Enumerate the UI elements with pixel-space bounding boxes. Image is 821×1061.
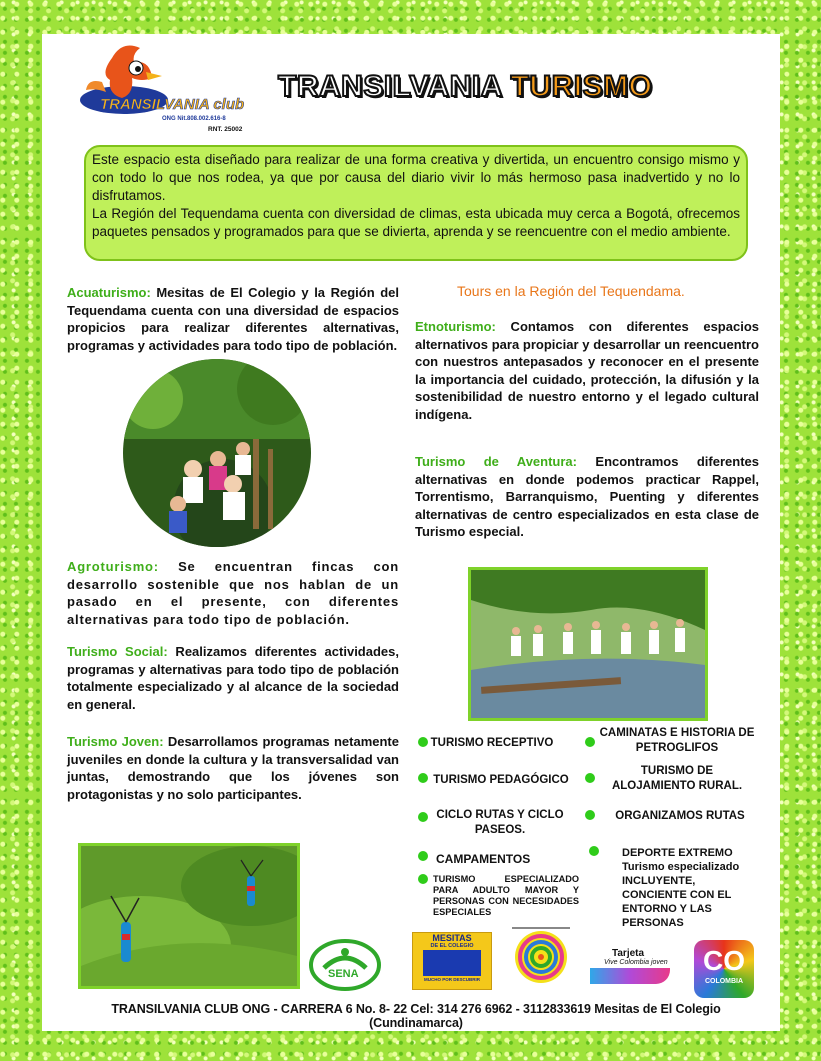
tarjeta-subtitle: Vive Colombia joven [604,959,668,966]
aventura-text: Encontramos diferentes alternativas en donde podemos practicar Rappel, Torrentismo, Barranquismo, Puenting y diferentes alternativas de centro especializados en esta clase de Turismo especial. [415,454,759,539]
acuaturismo-section [67,284,399,354]
hiking-photo [123,359,311,547]
title-part1: TRANSILVANIA [278,70,502,103]
deporte-extremo-title: DEPORTE EXTREMO [622,847,733,859]
mesitas-logo [412,932,492,990]
service-adulto-mayor: TURISMO ESPECIALIZADO PARA ADULTO MAYOR Y PERSONAS CON NECESIDADES ESPECIALES [433,874,579,917]
service-receptivo: TURISMO RECEPTIVO [430,737,554,749]
co-label: CO [703,945,745,976]
etnoturismo-text: Contamos con diferentes espacios alternativos para propiciar y desarrollar un reencuentro con nuestros antepasados y reconocer en el presente la importancia del cuidado, protección, la difusión y la sostenibilidad de nuestro entorno y el legado cultural indígena. [415,319,759,422]
mesitas-subtitle: DE EL COLEGIO [430,943,474,949]
mascot-icon [62,38,252,138]
bullet-icon [585,773,595,783]
bullet-icon [418,812,428,822]
deporte-extremo-desc: Turismo especializado INCLUYENTE, CONCIENTE CON EL ENTORNO Y LAS PERSONAS [622,861,740,929]
insects-photo [78,843,300,989]
tarjeta-logo [590,948,670,994]
turismo-social-label: Turismo Social: [67,644,168,659]
bullet-icon [418,874,428,884]
title-part2: TURISMO [510,70,653,103]
river-group-photo [468,567,708,721]
acuaturismo-text: Mesitas de El Colegio y la Región del Tequendama cuenta con una diversidad de espacios propicios para realizar diferentes alternativas, programas y actividades para todo tipo de población. [67,285,399,353]
tours-heading: Tours en la Región del Tequendama. [457,283,685,299]
bullet-icon [589,846,599,856]
turismo-social-section [67,643,399,713]
etnoturismo-label: Etnoturismo: [415,319,496,334]
service-alojamiento: TURISMO DE ALOJAMIENTO RURAL. [611,765,743,792]
agroturismo-text: Se encuentran fincas con desarrollo sostenible que nos hablan de un pasado en el presente, con diferentes alternativas para todo tipo de población. [67,559,399,627]
intro-paragraph-1: Este espacio esta diseñado para realizar de una forma creativa y divertida, un encuentro consigo mismo y con todo lo que nos rodea, ya que por causa del diario vivir lo más hermoso pasa inadvertido y no lo disfrutamos. [92,152,740,203]
aventura-label: Turismo de Aventura: [415,454,577,469]
service-deporte-extremo [622,846,762,930]
intro-box [84,145,748,261]
bullet-icon [585,810,595,820]
mesitas-slogan: MUCHO POR DESCUBRIR [423,977,480,982]
colombia-label: COLOMBIA [704,978,744,985]
agroturismo-section [67,558,399,628]
logo-rnt: RNT. 25002 [208,126,243,133]
service-caminatas: CAMINATAS E HISTORIA DE PETROGLIFOS [599,727,755,754]
service-campamentos: CAMPAMENTOS [436,852,531,866]
service-ciclo-rutas: CICLO RUTAS Y CICLO PASEOS. [436,809,564,836]
turismo-joven-label: Turismo Joven: [67,734,164,749]
turismo-social-text: Realizamos diferentes actividades, programas y alternativas para todo tipo de población totalmente especializado y al alcance de la sociedad en general. [67,644,399,712]
logo-ong: ONG Nit.808.002.616-8 [162,116,226,122]
page-title [278,70,652,104]
turismo-joven-section [67,733,399,803]
bullet-icon [418,851,428,861]
mesitas-title: MESITAS [432,933,472,943]
mesitas-emblem-icon [423,950,481,976]
sena-label: SENA [328,968,359,980]
bullet-icon [585,737,595,747]
acuaturismo-label: Acuaturismo: [67,285,151,300]
agroturismo-label: Agroturismo: [67,559,159,574]
tarjeta-card-icon [590,968,670,984]
tarjeta-label: Tarjeta [612,948,645,959]
bullet-icon [418,737,428,747]
logo-text: TRANSILVANIA club [100,96,245,113]
transilvania-logo [62,38,252,138]
footer-address: TRANSILVANIA CLUB ONG - CARRERA 6 No. 8- 22 Cel: 314 276 6962 - 3112833619 Mesitas de El Colegio (Cundinamarca) [111,1002,721,1030]
turismo-joven-text: Desarrollamos programas netamente juveniles en donde la cultura y la transversalidad van juntas, demostrando que los jóvenes son protagonistas y no solo participantes. [67,734,399,802]
colombia-logo [694,940,754,998]
sena-logo [308,938,382,992]
spiral-logo [510,926,572,984]
service-organizamos-rutas: ORGANIZAMOS RUTAS [615,810,745,822]
service-pedagogico: TURISMO PEDAGÓGICO [433,774,569,786]
bullet-icon [418,773,428,783]
etnoturismo-section [415,318,759,423]
aventura-section [415,453,759,541]
intro-paragraph-2: La Región del Tequendama cuenta con diversidad de climas, esta ubicada muy cerca a Bogotá, ofrecemos paquetes pensados y programados para que se divierta, aprenda y se reencuentre con el medio ambiente. [92,206,740,239]
